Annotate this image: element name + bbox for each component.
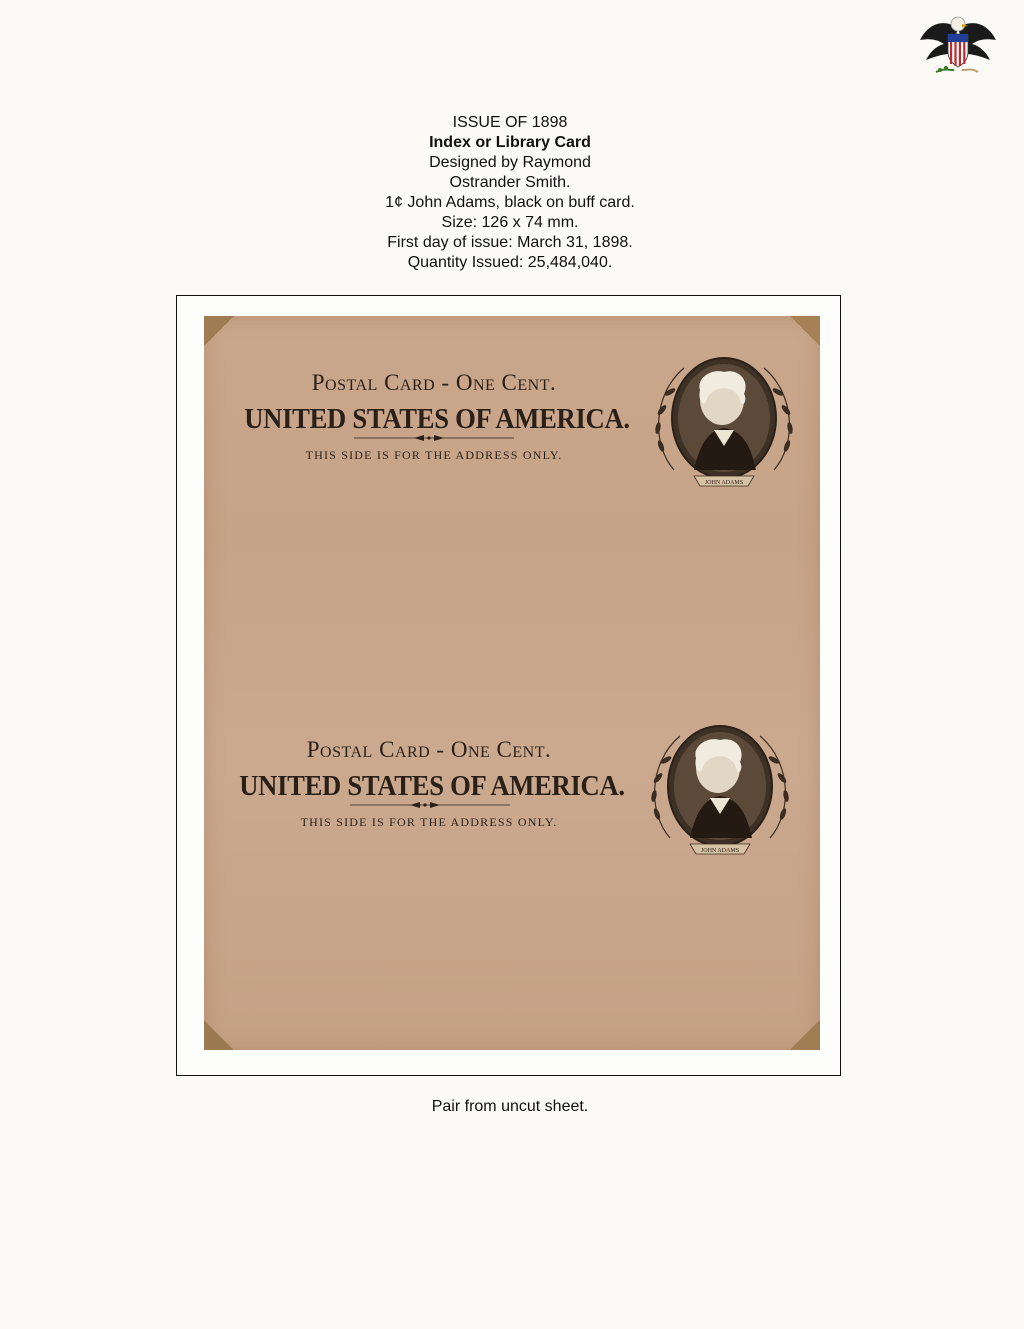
- page-header: [300, 113, 720, 273]
- page-title: Index or Library Card: [429, 134, 591, 151]
- ornament-divider: [350, 801, 510, 809]
- stamp-description: 1¢ John Adams, black on buff card.: [385, 194, 635, 211]
- card-country: UNITED STATES OF AMERICA.: [244, 404, 630, 435]
- photo-corner: [790, 316, 820, 346]
- first-day-of-issue: First day of issue: March 31, 1898.: [387, 234, 633, 251]
- issue-heading: ISSUE OF 1898: [452, 114, 568, 131]
- quantity-issued: Quantity Issued: 25,484,040.: [407, 254, 613, 271]
- address-notice: THIS SIDE IS FOR THE ADDRESS ONLY.: [305, 448, 563, 462]
- photo-corner: [790, 1020, 820, 1050]
- ornament-divider: [354, 434, 514, 442]
- address-notice: THIS SIDE IS FOR THE ADDRESS ONLY.: [300, 815, 558, 829]
- stamp-label: JOHN ADAMS: [704, 480, 744, 486]
- photo-corner: [204, 1020, 234, 1050]
- card-heading: Postal Card - One Cent.: [306, 737, 552, 762]
- portrait-stamp-icon: [644, 350, 804, 500]
- portrait-stamp-icon: [640, 718, 800, 868]
- card-country: UNITED STATES OF AMERICA.: [239, 771, 625, 802]
- stamp-label: JOHN ADAMS: [700, 848, 740, 854]
- designer-line-1: Designed by Raymond: [429, 154, 591, 171]
- eagle-shield-icon: [918, 10, 998, 85]
- postal-card-pair: [204, 316, 820, 1050]
- caption: Pair from uncut sheet.: [431, 1098, 589, 1115]
- photo-corner: [204, 316, 234, 346]
- designer-line-2: Ostrander Smith.: [449, 174, 571, 191]
- card-heading: Postal Card - One Cent.: [311, 370, 557, 395]
- card-size: Size: 126 x 74 mm.: [441, 214, 579, 231]
